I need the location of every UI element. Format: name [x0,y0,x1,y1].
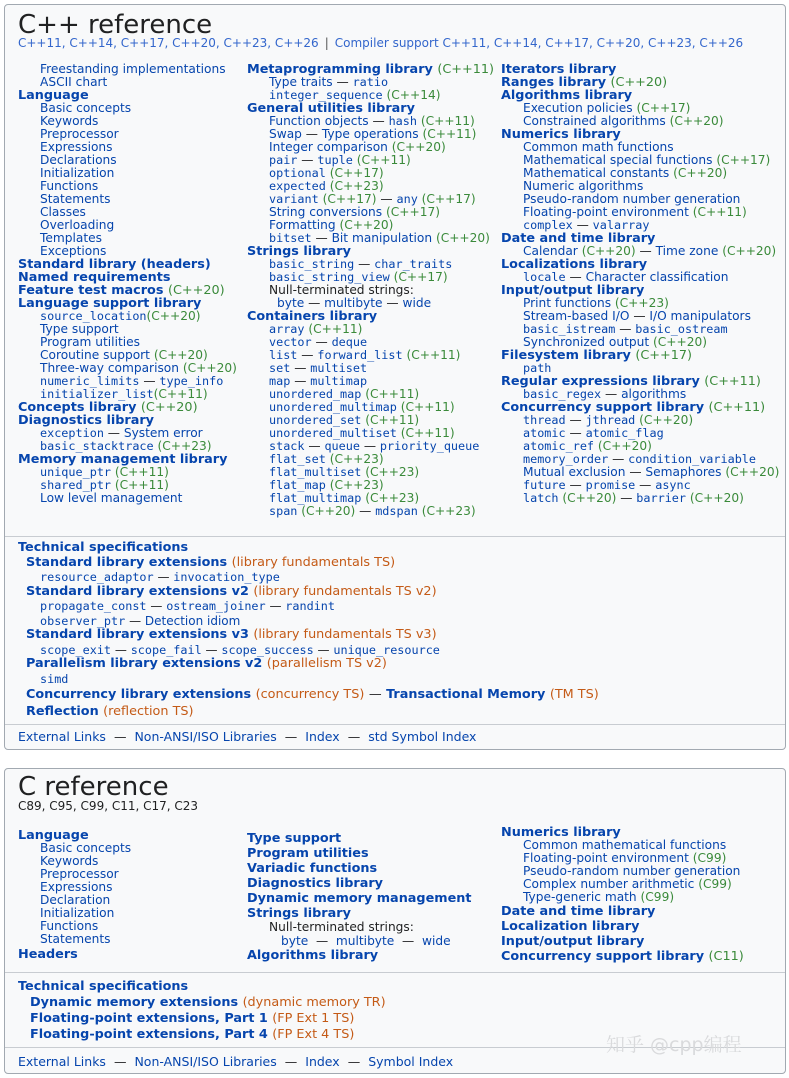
link-c-variadic[interactable]: Variadic functions [247,861,378,876]
link-three-way-comparison[interactable]: Three-way comparison (C++20) [40,361,237,375]
link-coroutine-support[interactable]: Coroutine support (C++20) [40,348,208,362]
link-c-localization[interactable]: Localization library [501,919,640,934]
cpp-technical-specs [18,541,599,719]
cpp-divider-1 [5,536,785,537]
link-unordered-map[interactable]: unordered_map (C++11) [269,387,420,401]
lang-item[interactable]: Declarations [40,153,117,167]
c-lang-item[interactable]: Initialization [40,906,115,920]
link-c-type-support[interactable]: Type support [247,831,342,846]
link-std-lib-ext-v2[interactable]: Standard library extensions v2 (library fundamentals TS v2) [26,583,437,599]
link-numerics[interactable]: Numerics library [501,127,621,142]
c-title: C reference [18,772,169,802]
link-vector[interactable]: vector — deque [269,335,368,349]
c-footer: External Links — Non-ANSI/ISO Libraries — Index — Symbol Index [18,1054,454,1069]
c-lang-item[interactable]: Preprocessor [40,867,119,881]
link-c-complex[interactable]: Complex number arithmetic (C99) [523,877,732,891]
link-date-time[interactable]: Date and time library [501,231,656,246]
link-synchronized-output[interactable]: Synchronized output (C++20) [523,335,707,349]
link-stream-io[interactable]: Stream-based I/O — I/O manipulators [523,309,751,323]
link-concurrency[interactable]: Concurrency support library (C++11) [501,400,766,415]
lang-item[interactable]: Preprocessor [40,127,119,141]
lang-item[interactable]: Statements [40,192,111,206]
link-string-conversions[interactable]: String conversions (C++17) [269,205,440,219]
link-ranges[interactable]: Ranges library (C++20) [501,75,668,90]
null-terminated-strings-label: Null-terminated strings: [269,283,414,297]
link-transactional-memory[interactable]: Transactional Memory [386,687,546,702]
link-prng[interactable]: Pseudo-random number generation [523,192,741,206]
c-lang-item[interactable]: Keywords [40,854,99,868]
c-lang-item[interactable]: Basic concepts [40,841,132,855]
link-complex[interactable]: complex — valarray [523,218,650,232]
link-non-ansi-libraries[interactable]: Non-ANSI/ISO Libraries [134,729,277,744]
link-array[interactable]: array (C++11) [269,322,363,336]
link-thread[interactable]: thread — jthread (C++20) [523,413,694,427]
link-swap[interactable]: Swap — Type operations (C++11) [269,127,477,141]
lang-item[interactable]: Templates [40,231,102,245]
link-optional[interactable]: optional (C++17) [269,166,384,180]
link-resource-adaptor[interactable]: resource_adaptor — invocation_type [40,570,280,584]
link-unordered-multiset[interactable]: unordered_multiset (C++11) [269,426,455,440]
null-terminated-links: byte — multibyte — wide [277,296,432,310]
link-parallelism-ext[interactable]: Parallelism library extensions v2 (parallelism TS v2) [26,656,387,671]
link-c-concurrency[interactable]: Concurrency support library (C11) [501,949,744,964]
link-variant[interactable]: variant (C++17) — any (C++17) [269,192,476,206]
link-filesystem[interactable]: Filesystem library (C++17) [501,348,693,363]
link-reflection[interactable]: Reflection (reflection TS) [26,703,194,719]
cpp-column-1 [18,63,237,505]
link-source-location[interactable]: source_location(C++20) [40,309,201,323]
link-c-index[interactable]: Index [305,1054,340,1069]
link-c-dynamic-memory-ext[interactable]: Dynamic memory extensions (dynamic memory TR) [30,995,386,1010]
cpp-divider-2 [5,724,785,725]
link-path[interactable]: path [523,361,552,375]
link-flat-multimap[interactable]: flat_multimap (C++23) [269,491,420,505]
link-program-utilities[interactable]: Program utilities [40,335,140,349]
c-null-terminated-links: byte — multibyte — wide [281,934,451,948]
link-headers[interactable]: headers [146,257,205,272]
link-c-date-time[interactable]: Date and time library [501,904,656,919]
link-index[interactable]: Index [305,729,340,744]
link-formatting[interactable]: Formatting (C++20) [269,218,394,232]
link-c-input-output[interactable]: Input/output library [501,934,645,949]
link-c-non-ansi-libraries[interactable]: Non-ANSI/ISO Libraries [134,1054,277,1069]
link-memory-order[interactable]: memory_order — condition_variable [523,452,757,466]
link-named-requirements[interactable]: Named requirements [18,270,171,285]
link-language[interactable]: Language [18,88,89,103]
link-c-technical-specifications[interactable]: Technical specifications [18,979,189,994]
link-multibyte[interactable]: multibyte [324,296,383,310]
link-propagate-const[interactable]: propagate_const — ostream_joiner — randint [40,599,336,613]
link-byte[interactable]: byte [277,296,305,310]
link-diagnostics[interactable]: Diagnostics library [18,413,155,428]
lang-item[interactable]: Classes [40,205,86,219]
link-mutual-exclusion[interactable]: Mutual exclusion — Semaphores (C++20) [523,465,780,479]
link-type-support[interactable]: Type support [40,322,119,336]
c-column-3 [501,826,744,964]
link-general-utilities[interactable]: General utilities library [247,101,415,116]
link-stack[interactable]: stack — queue — priority_queue [269,439,480,453]
link-regex[interactable]: Regular expressions library (C++11) [501,374,761,389]
cpp-subtitle: C++11, C++14, C++17, C++20, C++23, C++26 | Compiler support C++11, C++14, C++17, C++20, C++23, C++26 [18,36,744,50]
link-unordered-multimap[interactable]: unordered_multimap (C++11) [269,400,455,414]
link-standard-library[interactable]: Standard library (headers) [18,257,211,272]
link-expected[interactable]: expected (C++23) [269,179,384,193]
link-input-output[interactable]: Input/output library [501,283,645,298]
lang-item[interactable]: Functions [40,179,99,193]
link-latch[interactable]: latch (C++20) — barrier (C++20) [523,491,744,505]
lang-item[interactable]: Overloading [40,218,115,232]
c-lang-item[interactable]: Functions [40,919,99,933]
link-atomic[interactable]: atomic — atomic_flag [523,426,664,440]
link-math-constants[interactable]: Mathematical constants (C++20) [523,166,728,180]
link-basic-string-view[interactable]: basic_string_view (C++17) [269,270,448,284]
link-integer-sequence[interactable]: integer_sequence (C++14) [269,88,441,102]
link-pair[interactable]: pair — tuple (C++11) [269,153,411,167]
link-external-links[interactable]: External Links [18,729,106,744]
compiler-support-link[interactable]: Compiler support C++11, C++14, C++17, C++20, C++23, C++26 [334,36,744,50]
link-c-multibyte[interactable]: multibyte [335,934,395,948]
link-c-headers[interactable]: Headers [18,947,78,962]
link-c-program-utilities[interactable]: Program utilities [247,846,369,861]
link-locale[interactable]: locale — Character classification [523,270,729,284]
link-observer-ptr[interactable]: observer_ptr — Detection idiom [40,613,241,628]
link-scope-exit[interactable]: scope_exit — scope_fail — scope_success — unique_resource [40,642,440,657]
link-calendar[interactable]: Calendar (C++20) — Time zone (C++20) [523,244,777,258]
link-math-special[interactable]: Mathematical special functions (C++17) [523,153,771,167]
link-language-support[interactable]: Language support library [18,296,202,311]
link-initializer-list[interactable]: initializer_list(C++11) [40,387,208,401]
link-technical-specifications[interactable]: Technical specifications [18,540,189,555]
link-basic-stacktrace[interactable]: basic_stacktrace (C++23) [40,439,212,453]
link-c-wide[interactable]: wide [421,934,451,948]
link-wide[interactable]: wide [402,296,432,310]
link-map[interactable]: map — multimap [269,374,368,388]
link-freestanding[interactable]: Freestanding implementations [40,62,226,76]
c-column-1 [18,829,131,961]
link-iterators[interactable]: Iterators library [501,62,617,77]
link-low-level-management[interactable]: Low level management [40,491,183,505]
link-fp-env[interactable]: Floating-point environment (C++11) [523,205,747,219]
link-c-prng[interactable]: Pseudo-random number generation [523,864,741,878]
link-basic-istream[interactable]: basic_istream — basic_ostream [523,322,728,336]
cpp-column-3 [501,63,779,505]
link-c-diagnostics[interactable]: Diagnostics library [247,876,384,891]
c-null-terminated-label: Null-terminated strings: [269,920,414,934]
cpp-footer: External Links — Non-ANSI/ISO Libraries — Index — std Symbol Index [18,729,477,744]
link-containers[interactable]: Containers library [247,309,378,324]
link-basic-string[interactable]: basic_string — char_traits [269,257,453,271]
link-strings[interactable]: Strings library [247,244,351,259]
link-function-objects[interactable]: Function objects — hash (C++11) [269,114,475,128]
link-c-common-math[interactable]: Common mathematical functions [523,838,727,852]
link-bitset[interactable]: bitset — Bit manipulation (C++20) [269,231,490,245]
link-simd[interactable]: simd [40,671,69,686]
link-list[interactable]: list — forward_list (C++11) [269,348,461,362]
link-c-symbol-index[interactable]: Symbol Index [368,1054,454,1069]
cpp-versions-link[interactable]: C++11, C++14, C++17, C++20, C++23, C++26 [18,36,319,50]
link-flat-map[interactable]: flat_map (C++23) [269,478,384,492]
link-c-fp-env[interactable]: Floating-point environment (C99) [523,851,727,865]
link-integer-comparison[interactable]: Integer comparison (C++20) [269,140,446,154]
link-std-symbol-index[interactable]: std Symbol Index [368,729,477,744]
link-unique-ptr[interactable]: unique_ptr (C++11) [40,465,169,479]
lang-item[interactable]: Basic concepts [40,101,132,115]
link-exception[interactable]: exception — System error [40,426,203,440]
link-span[interactable]: span (C++20) — mdspan (C++23) [269,504,476,518]
link-type-traits[interactable]: Type traits — ratio [269,75,389,89]
link-c-language[interactable]: Language [18,828,89,843]
c-reference-panel [4,768,786,1074]
link-concurrency-ext[interactable]: Concurrency library extensions (concurrency TS) — Transactional Memory (TM TS) [26,687,599,702]
c-divider-1 [5,972,785,973]
c-versions[interactable]: C89, C95, C99, C11, C17, C23 [18,799,199,813]
link-c-algorithms[interactable]: Algorithms library [247,948,379,963]
link-flat-multiset[interactable]: flat_multiset (C++23) [269,465,420,479]
lang-item[interactable]: Expressions [40,140,113,154]
link-c-tgmath[interactable]: Type-generic math (C99) [523,890,675,904]
link-set[interactable]: set — multiset [269,361,368,375]
link-memory-management[interactable]: Memory management library [18,452,228,467]
watermark: 知乎 @cpp编程 [606,1034,742,1056]
link-print-functions[interactable]: Print functions (C++23) [523,296,669,310]
link-numeric-algorithms[interactable]: Numeric algorithms [523,179,644,193]
cpp-reference-panel [4,4,786,750]
lang-item[interactable]: Initialization [40,166,115,180]
c-lang-item[interactable]: Expressions [40,880,113,894]
cpp-title: C++ reference [18,10,213,40]
link-feature-test-macros[interactable]: Feature test macros (C++20) [18,283,225,298]
c-lang-item[interactable]: Declaration [40,893,111,907]
link-common-math[interactable]: Common math functions [523,140,674,154]
c-subtitle [18,799,198,813]
link-c-fp-ext-1[interactable]: Floating-point extensions, Part 1 (FP Ext 1 TS) [30,1011,355,1026]
link-constrained-algorithms[interactable]: Constrained algorithms (C++20) [523,114,724,128]
link-c-external-links[interactable]: External Links [18,1054,106,1069]
link-numeric-limits[interactable]: numeric_limits — type_info [40,374,224,388]
link-execution-policies[interactable]: Execution policies (C++17) [523,101,691,115]
lang-item[interactable]: Exceptions [40,244,107,258]
link-basic-regex[interactable]: basic_regex — algorithms [523,387,687,401]
link-std-lib-ext-v3[interactable]: Standard library extensions v3 (library fundamentals TS v3) [26,627,437,642]
link-std-lib-ext[interactable]: Standard library extensions (library fundamentals TS) [26,554,396,570]
link-c-byte[interactable]: byte [281,934,309,948]
link-localizations[interactable]: Localizations library [501,257,648,272]
cpp-column-2 [247,63,494,518]
link-concepts[interactable]: Concepts library (C++20) [18,400,198,415]
link-c-dynamic-memory[interactable]: Dynamic memory management [247,891,472,906]
link-metaprogramming[interactable]: Metaprogramming library (C++11) [247,62,494,77]
link-ascii-chart[interactable]: ASCII chart [40,75,108,89]
link-atomic-ref[interactable]: atomic_ref (C++20) [523,439,652,453]
link-shared-ptr[interactable]: shared_ptr (C++11) [40,478,169,492]
link-flat-set[interactable]: flat_set (C++23) [269,452,384,466]
c-lang-item[interactable]: Statements [40,932,111,946]
link-future[interactable]: future — promise — async [523,478,691,492]
link-c-strings[interactable]: Strings library [247,906,351,921]
c-technical-specs [18,979,386,1043]
link-unordered-set[interactable]: unordered_set (C++11) [269,413,420,427]
lang-item[interactable]: Keywords [40,114,99,128]
link-c-numerics[interactable]: Numerics library [501,825,621,840]
c-column-2 [247,831,472,963]
link-c-fp-ext-4[interactable]: Floating-point extensions, Part 4 (FP Ext 4 TS) [30,1027,355,1042]
link-algorithms[interactable]: Algorithms library [501,88,633,103]
